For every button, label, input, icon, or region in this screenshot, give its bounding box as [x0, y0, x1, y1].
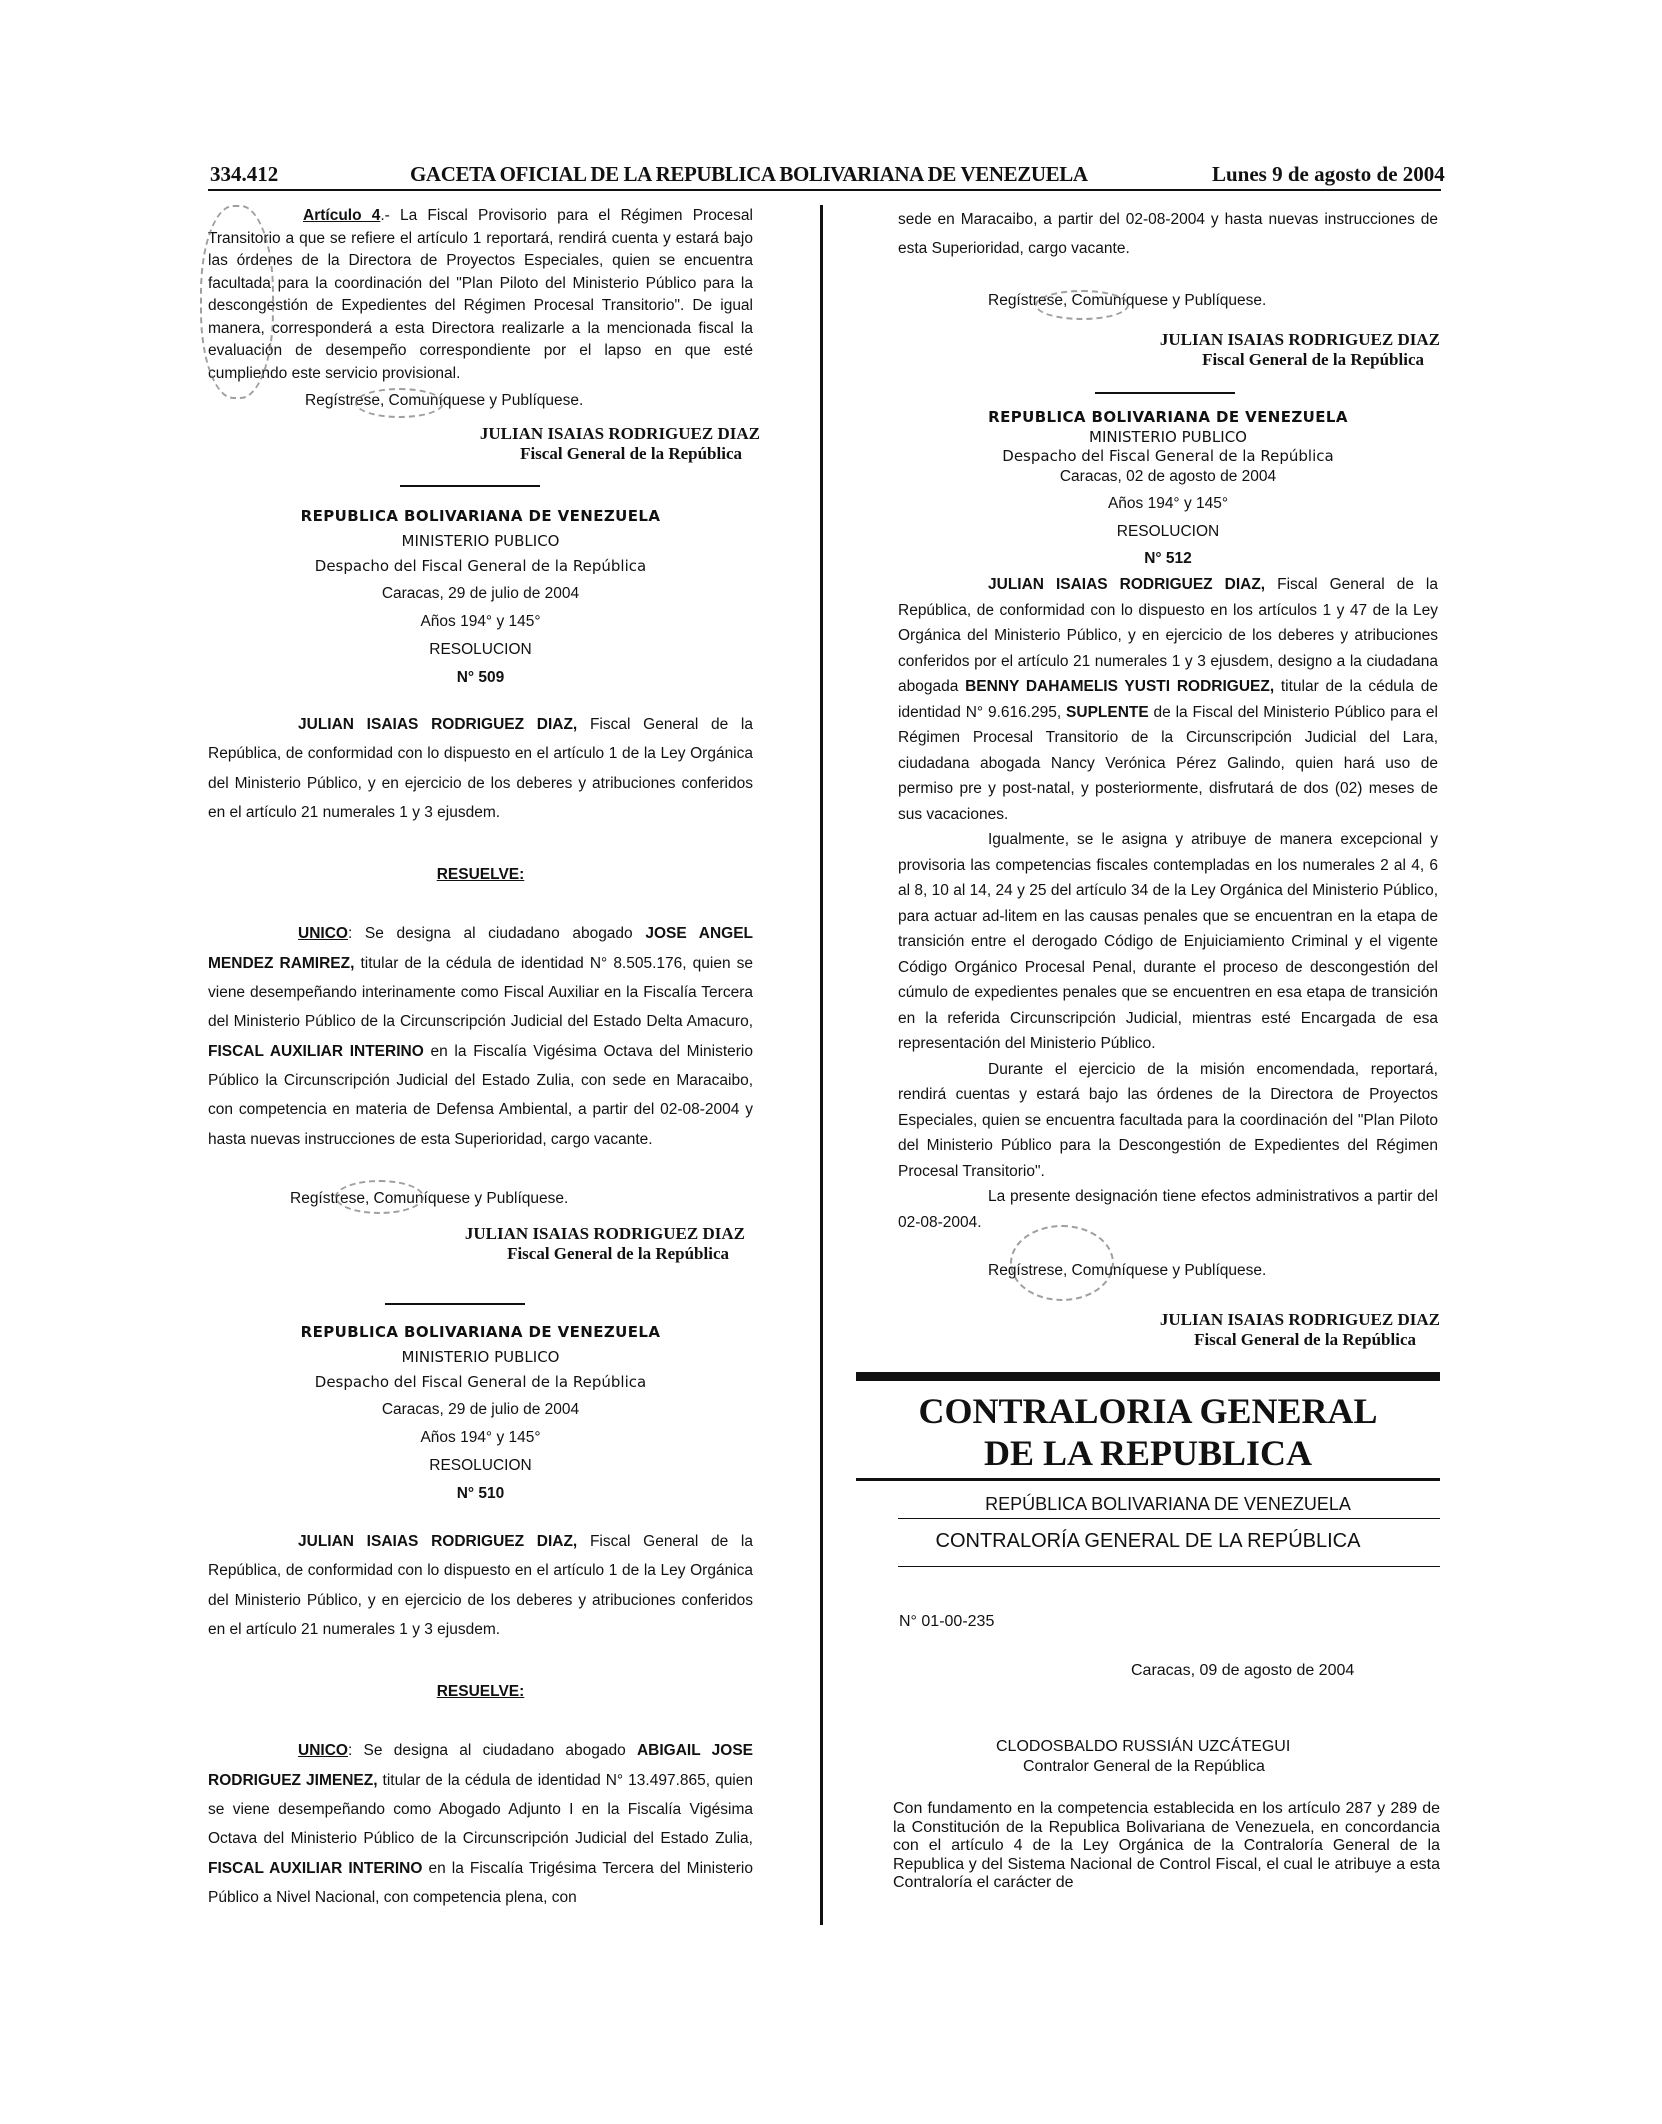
section-bar	[856, 1372, 1440, 1381]
resolution-510-heading	[208, 1318, 753, 1508]
separator	[1095, 392, 1235, 394]
place-date: Caracas, 29 de julio de 2004	[381, 1401, 580, 1418]
stamp-mark	[335, 1180, 424, 1214]
left-column	[208, 205, 753, 385]
signer-title: Fiscal General de la República	[1202, 350, 1424, 369]
place-date: Caracas, 09 de agosto de 2004	[1131, 1662, 1355, 1679]
republic-heading: REPÚBLICA BOLIVARIANA DE VENEZUELA	[985, 1494, 1351, 1514]
official-role: Contralor General de la República	[1023, 1758, 1265, 1775]
signer-title: Fiscal General de la República	[520, 444, 742, 463]
closing-line: Regístrese, Comuníquese y Publíquese.	[988, 292, 1267, 309]
resolution-number: N° 509	[456, 669, 505, 686]
signer-name: JULIAN ISAIAS RODRIGUEZ DIAZ	[1159, 330, 1440, 349]
preamble-name: JULIAN ISAIAS RODRIGUEZ DIAZ,	[298, 716, 578, 733]
paragraph-4: La presente designación tiene efectos administrativos a partir del 02-08-2004.	[898, 1188, 1438, 1231]
preamble-text: Fiscal General de la República, de conformidad con lo dispuesto en el artículo 1 de la Ley Orgánica del Ministerio Público, y en ejercicio de los deberes y atribuciones conferidos en el artículo 21 numerales 1 y 3 ejusdem.	[208, 716, 753, 821]
signer-name: JULIAN ISAIAS RODRIGUEZ DIAZ	[479, 424, 760, 443]
unico-text-b: titular de la cédula de identidad N° 13.497.865, quien se viene desempeñando como Abogado Adjunto I en la Fiscalía Vigésima Octava del Ministerio Público de la Circunscripción Judicial del Estado Zulia,	[208, 1771, 753, 1848]
section-title	[856, 1390, 1440, 1474]
paragraph-1	[898, 572, 1438, 827]
ministry-heading: MINISTERIO PUBLICO	[1089, 427, 1247, 446]
appointee-name: ABIGAIL JOSE RODRIGUEZ JIMENEZ,	[208, 1742, 753, 1789]
unico-text-a: : Se designa al ciudadano abogado	[347, 925, 646, 943]
contraloria-body: Con fundamento en la competencia establecida en los artículo 287 y 289 de la Constitución de la Republica Bolivariana de Venezuela, en concordancia con el artículo 4 de la Ley Orgánica de la Contraloría General de la Republica y del Sistema Nacional de Control Fiscal, el cual le atribuye a esta Contraloría el carácter de	[893, 1800, 1440, 1891]
article-4-text: .- La Fiscal Provisorio para el Régimen Procesal Transitorio a que se refiere el artículo 1 reportará, rendirá cuenta y estará bajo las órdenes de la Directora de Proyectos Especiales, quien se encuentra facultada para la coordinación del "Plan Piloto del Ministerio Público para la descongestión de Expedientes del Régimen Procesal Transitorio". De igual manera, corresponderá a esta Directora realizarle a la mencionada fiscal la evaluación de desempeño correspondiente por el lapso en que esté cumpliendo este servicio provisional.	[208, 207, 753, 382]
section-title-line-1: CONTRALORIA GENERAL	[918, 1391, 1378, 1431]
signature-block	[1060, 330, 1440, 370]
role-title: SUPLENTE	[1066, 703, 1149, 721]
issue-date: Lunes 9 de agosto de 2004	[1212, 162, 1445, 186]
separator	[385, 1303, 525, 1305]
preamble-text: Fiscal General de la República, de conformidad con lo dispuesto en el artículo 1 de la Ley Orgánica del Ministerio Público, y en ejercicio de los deberes y atribuciones conferidos en el artículo 21 numerales 1 y 3 ejusdem.	[208, 1533, 753, 1638]
resolution-510-body	[208, 1527, 753, 1912]
ministry-heading: MINISTERIO PUBLICO	[401, 532, 560, 550]
unico-text-c: en la Fiscalía Vigésima Octava del Ministerio Público la Circunscripción Judicial del Estado Zulia, con sede en Maracaibo, con competencia en materia de Defensa Ambiental, a partir del 02-08-2004 y hasta nuevas instrucciones de esta Superioridad, cargo vacante.	[208, 1042, 753, 1148]
place-date: Caracas, 29 de julio de 2004	[381, 585, 580, 602]
republic-heading: REPUBLICA BOLIVARIANA DE VENEZUELA	[300, 1323, 661, 1341]
position-title: FISCAL AUXILIAR INTERINO	[208, 1859, 423, 1877]
stamp-mark	[355, 388, 444, 418]
institution-heading: CONTRALORÍA GENERAL DE LA REPÚBLICA	[935, 1530, 1361, 1552]
signature-block	[360, 424, 760, 464]
right-column-continuation	[898, 205, 1438, 264]
closing-line: Regístrese, Comuníquese y Publíquese.	[305, 392, 584, 409]
unico-text-c: en la Fiscalía Trigésima Tercera del Ministerio Público a Nivel Nacional, con competencia plena, con	[208, 1859, 753, 1906]
resolution-label: RESOLUCION	[429, 1457, 532, 1474]
republic-heading: REPUBLICA BOLIVARIANA DE VENEZUELA	[988, 408, 1348, 426]
heading-rule	[898, 1518, 1440, 1519]
resolution-label: RESOLUCION	[429, 641, 532, 658]
resolution-number: N° 510	[456, 1485, 505, 1502]
unico-text-a: : Se designa al ciudadano abogado	[347, 1742, 637, 1760]
signer-name: JULIAN ISAIAS RODRIGUEZ DIAZ	[464, 1224, 745, 1243]
signature-block	[360, 1224, 745, 1264]
gazette-title: GACETA OFICIAL DE LA REPUBLICA BOLIVARIANA DE VENEZUELA	[410, 162, 1088, 186]
paragraph-3: Durante el ejercicio de la misión encomendada, reportará, rendirá cuentas y estará bajo las órdenes de la Directora de Proyectos Especiales, quien se encuentra facultada para la coordinación del "Plan Piloto del Ministerio Público para la Descongestión de Expedientes del Régimen Procesal Transitorio".	[898, 1060, 1438, 1180]
ministry-heading: MINISTERIO PUBLICO	[401, 1348, 560, 1366]
continuation-paragraph: sede en Maracaibo, a partir del 02-08-2004 y hasta nuevas instrucciones de esta Superioridad, cargo vacante.	[898, 211, 1438, 258]
resolution-label: RESOLUCION	[1116, 522, 1220, 540]
unico-label: UNICO	[298, 1742, 348, 1760]
column-divider	[820, 205, 823, 1925]
resolution-512-body	[898, 572, 1438, 1235]
preamble-name: JULIAN ISAIAS RODRIGUEZ DIAZ,	[298, 1533, 578, 1550]
stamp-mark	[1035, 290, 1129, 320]
unico-paragraph	[208, 1736, 753, 1912]
stamp-mark	[200, 205, 274, 399]
resuelve-heading: RESUELVE:	[436, 1683, 525, 1701]
office-heading: Despacho del Fiscal General de la República	[1002, 447, 1334, 465]
resolution-509-body	[208, 710, 753, 1154]
appointee-name: BENNY DAHAMELIS YUSTI RODRIGUEZ,	[965, 678, 1275, 695]
paragraph-1-c: de la Fiscal del Ministerio Público para el Régimen Procesal Transitorio de la Circunscripción Judicial del Lara, ciudadana abogada Nancy Verónica Pérez Galindo, quien hará uso de permiso pre y post-natal, y posteriormente, disfrutará de dos (02) meses de sus vacaciones.	[898, 703, 1438, 823]
signature-block	[1060, 1310, 1440, 1350]
position-title: FISCAL AUXILIAR INTERINO	[208, 1042, 424, 1060]
signer-name: JULIAN ISAIAS RODRIGUEZ DIAZ	[1159, 1310, 1440, 1329]
appointee-name: JOSE ANGEL MENDEZ RAMIREZ,	[208, 925, 753, 972]
separator	[400, 485, 540, 487]
years: Años 194° y 145°	[1107, 495, 1229, 512]
office-heading: Despacho del Fiscal General de la República	[314, 557, 647, 575]
resolution-number: N° 512	[1144, 550, 1192, 567]
heading-rule	[898, 1566, 1440, 1567]
unico-label: UNICO	[298, 925, 348, 943]
article-4-paragraph	[208, 205, 753, 385]
resolution-509-heading	[208, 502, 753, 692]
years: Años 194° y 145°	[420, 1429, 541, 1446]
article-4-label: Artículo 4	[303, 207, 381, 224]
resolution-number: N° 01-00-235	[899, 1613, 995, 1630]
closing-line: Regístrese, Comuníquese y Publíquese.	[290, 1190, 569, 1207]
official-name: CLODOSBALDO RUSSIÁN UZCÁTEGUI	[996, 1738, 1291, 1755]
resuelve-heading: RESUELVE:	[436, 866, 525, 884]
paragraph-1-a: Fiscal General de la República, de conformidad con lo dispuesto en los artículos 1 y 47 de la Ley Orgánica del Ministerio Público, y en ejercicio de los deberes y atribuciones conferidos por el artículo 21 numerales 1 y 3 ejusdem, designo a la ciudadana abogada	[898, 576, 1438, 695]
signer-title: Fiscal General de la República	[507, 1244, 729, 1263]
unico-paragraph	[208, 919, 753, 1153]
paragraph-1-b: titular de la cédula de identidad N° 9.616.295,	[898, 678, 1438, 721]
signer-title: Fiscal General de la República	[1194, 1330, 1416, 1349]
office-heading: Despacho del Fiscal General de la República	[314, 1373, 647, 1391]
closing-line: Regístrese, Comuníquese y Publíquese.	[988, 1262, 1267, 1279]
header-rule	[208, 189, 1441, 191]
paragraph-2: Igualmente, se le asigna y atribuye de manera excepcional y provisoria las competencias fiscales contempladas en los numerales 2 al 4, 6 al 8, 10 al 14, 24 y 25 del artículo 34 de la Ley Orgánica del Ministerio Público, para actuar ad-litem en las causas penales que se encuentran en la etapa de transición entre el derogado Código de Enjuiciamiento Criminal y el vigente Código Orgánico Procesal Penal, durante el proceso de descongestión del cúmulo de expedientes penales que se encuentren en esa etapa de transición en la referida Circunscripción Judicial, mientras esté Encargada de esa representación del Ministerio Público.	[898, 831, 1438, 1052]
preamble-name: JULIAN ISAIAS RODRIGUEZ DIAZ,	[988, 576, 1266, 593]
page-number: 334.412	[210, 162, 279, 186]
place-date: Caracas, 02 de agosto de 2004	[1059, 467, 1277, 485]
section-rule	[856, 1478, 1440, 1481]
resolution-512-heading	[898, 408, 1438, 569]
preamble-paragraph	[208, 710, 753, 827]
section-title-line-2: DE LA REPUBLICA	[983, 1433, 1313, 1473]
preamble-paragraph	[208, 1527, 753, 1644]
unico-text-b: titular de la cédula de identidad N° 8.505.176, quien se viene desempeñando interinamente como Fiscal Auxiliar en la Fiscalía Tercera del Ministerio Público de la Circunscripción Judicial del Estado Delta Amacuro,	[208, 954, 753, 1031]
republic-heading: REPUBLICA BOLIVARIANA DE VENEZUELA	[300, 507, 661, 525]
years: Años 194° y 145°	[420, 613, 541, 630]
